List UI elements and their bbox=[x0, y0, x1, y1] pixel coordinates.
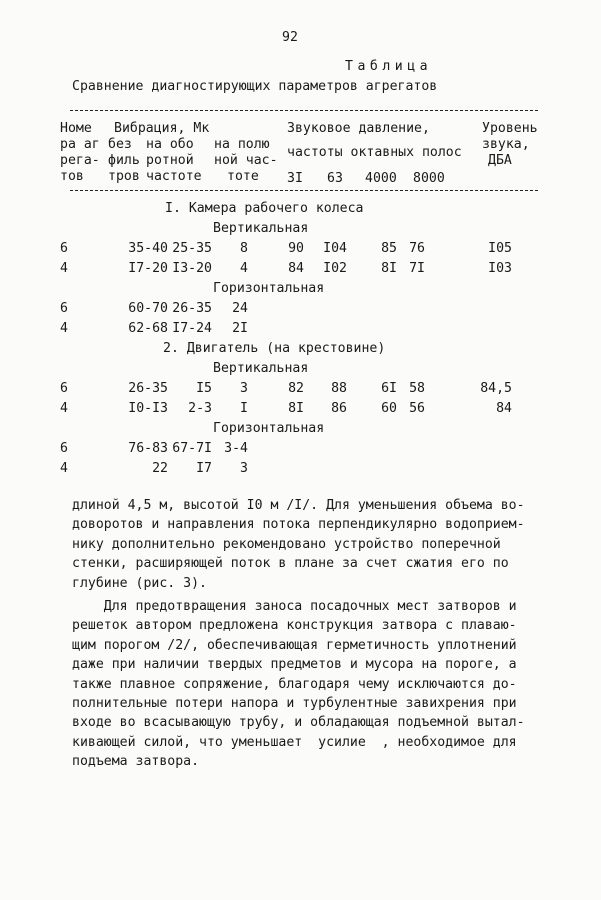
table-cell: 26-35 bbox=[128, 381, 168, 396]
table-cell: 22 bbox=[152, 461, 168, 476]
table-cell: 90 bbox=[288, 241, 304, 256]
table-cell: I0-I3 bbox=[128, 401, 168, 416]
header-number-1: Номе bbox=[60, 121, 92, 136]
table-cell: I7-24 bbox=[172, 321, 212, 336]
table-cell: 56 bbox=[409, 401, 425, 416]
body-line: входе во всасывающую трубу, и обладающая подъемной вытал- bbox=[72, 715, 525, 731]
table-cell: 84 bbox=[496, 401, 512, 416]
table-cell: 6I bbox=[381, 381, 397, 396]
body-line: решеток автором предложена конструкция затвора с плаваю- bbox=[72, 618, 517, 634]
table-cell: 2-3 bbox=[188, 401, 212, 416]
group-title: Вертикальная bbox=[213, 361, 309, 376]
table-cell: 4 bbox=[60, 461, 68, 476]
table-header-rule bbox=[70, 190, 538, 191]
header-number-2: ра аг bbox=[60, 137, 100, 152]
body-line: полнительные потери напора и турбулентные завихрения при bbox=[72, 696, 517, 711]
table-cell: I04 bbox=[323, 241, 347, 256]
table-cell: 76-83 bbox=[128, 441, 168, 456]
table-cell: 3 bbox=[240, 381, 248, 396]
table-cell: I3-20 bbox=[172, 261, 212, 276]
table-cell: 84,5 bbox=[480, 381, 512, 396]
table-label: Таблица bbox=[345, 59, 433, 74]
group-title: Вертикальная bbox=[213, 221, 309, 236]
table-cell: 6 bbox=[60, 301, 68, 316]
table-cell: 3 bbox=[240, 461, 248, 476]
body-line: щим порогом /2/, обеспечивающая герметичность уплотнений bbox=[72, 637, 517, 653]
page-number: 92 bbox=[282, 30, 298, 45]
body-line: нику дополнительно рекомендовано устройство поперечной bbox=[72, 536, 501, 552]
header-freq-4000: 4000 bbox=[365, 171, 397, 186]
table-cell: 67-7I bbox=[172, 441, 212, 456]
table-top-rule bbox=[70, 110, 538, 111]
body-line: также плавное сопряжение, благодаря чему исключаются до- bbox=[72, 676, 517, 692]
header-vib-blade-2: ной час- bbox=[214, 153, 278, 168]
group-title: Горизонтальная bbox=[213, 281, 325, 296]
header-vib-nofilter-2: филь bbox=[108, 153, 140, 168]
table-cell: I02 bbox=[323, 261, 347, 276]
header-vib-rotor-1: на обо bbox=[146, 137, 194, 152]
table-cell: 25-35 bbox=[172, 241, 212, 256]
header-vib-blade-3: тоте bbox=[227, 169, 259, 184]
table-cell: 58 bbox=[409, 381, 425, 396]
table-cell: I7-20 bbox=[128, 261, 168, 276]
header-vib-rotor-2: ротной bbox=[146, 153, 194, 168]
table-cell: I5 bbox=[196, 381, 212, 396]
header-freq-8000: 8000 bbox=[413, 171, 445, 186]
header-level-3: ДБА bbox=[488, 153, 512, 168]
table-cell: 60-70 bbox=[128, 301, 168, 316]
body-line: даже при наличии твердых предметов и мусора на пороге, а bbox=[72, 657, 517, 673]
table-cell: 6 bbox=[60, 381, 68, 396]
table-cell: 84 bbox=[288, 261, 304, 276]
table-cell: I bbox=[240, 401, 248, 416]
header-level-1: Уровень bbox=[482, 121, 538, 136]
table-title: Сравнение диагностирующих параметров агрегатов bbox=[72, 79, 438, 94]
header-vib-rotor-3: частоте bbox=[146, 169, 202, 184]
table-cell: 85 bbox=[381, 241, 397, 256]
header-sound-sub: частоты октавных полос bbox=[287, 145, 462, 160]
table-cell: 4 bbox=[60, 321, 68, 336]
header-vib-blade-1: на полю bbox=[214, 137, 270, 152]
header-vib-nofilter-1: без bbox=[108, 137, 132, 152]
body-line: стенки, расширяющей поток в плане за счет сжатия его по bbox=[72, 556, 509, 572]
table-cell: 8I bbox=[288, 401, 304, 416]
body-line: Для предотвращения заноса посадочных мест затворов и bbox=[72, 599, 517, 614]
body-line: подъема затвора. bbox=[72, 754, 200, 770]
section-title: 2. Двигатель (на крестовине) bbox=[163, 341, 386, 356]
table-cell: 62-68 bbox=[128, 321, 168, 336]
table-cell: I7 bbox=[196, 461, 212, 476]
table-cell: 82 bbox=[288, 381, 304, 396]
table-cell: I03 bbox=[488, 261, 512, 276]
table-cell: 7I bbox=[409, 261, 425, 276]
body-line: длиной 4,5 м, высотой I0 м /I/. Для уменьшения объема во- bbox=[72, 498, 525, 513]
table-cell: 35-40 bbox=[128, 241, 168, 256]
table-cell: 60 bbox=[381, 401, 397, 416]
table-cell: 4 bbox=[240, 261, 248, 276]
header-freq-31: 3I bbox=[287, 171, 303, 186]
table-cell: 4 bbox=[60, 261, 68, 276]
table-cell: 26-35 bbox=[172, 301, 212, 316]
table-cell: 6 bbox=[60, 441, 68, 456]
body-line: глубине (рис. 3). bbox=[72, 575, 207, 591]
table-cell: 6 bbox=[60, 241, 68, 256]
header-freq-63: 63 bbox=[327, 171, 343, 186]
header-sound-title: Звуковое давление, bbox=[287, 121, 430, 136]
table-cell: 24 bbox=[232, 301, 248, 316]
header-level-2: звука, bbox=[482, 137, 530, 152]
header-number-4: тов bbox=[60, 169, 84, 184]
section-title: I. Камера рабочего колеса bbox=[165, 201, 364, 216]
header-number-3: рега- bbox=[60, 153, 100, 168]
table-cell: 88 bbox=[331, 381, 347, 396]
table-cell: 3-4 bbox=[224, 441, 248, 456]
body-line: доворотов и направления потока перпендикулярно водоприем- bbox=[72, 517, 525, 533]
table-cell: 8 bbox=[240, 241, 248, 256]
group-title: Горизонтальная bbox=[213, 421, 325, 436]
table-cell: 2I bbox=[232, 321, 248, 336]
table-cell: 8I bbox=[381, 261, 397, 276]
table-cell: 4 bbox=[60, 401, 68, 416]
header-vibration-title: Вибрация, Мк bbox=[114, 121, 210, 136]
table-cell: 86 bbox=[331, 401, 347, 416]
table-cell: I05 bbox=[488, 241, 512, 256]
body-line: кивающей силой, что уменьшает усилие , необходимое для bbox=[72, 734, 517, 750]
table-cell: 76 bbox=[409, 241, 425, 256]
header-vib-nofilter-3: тров bbox=[108, 169, 140, 184]
